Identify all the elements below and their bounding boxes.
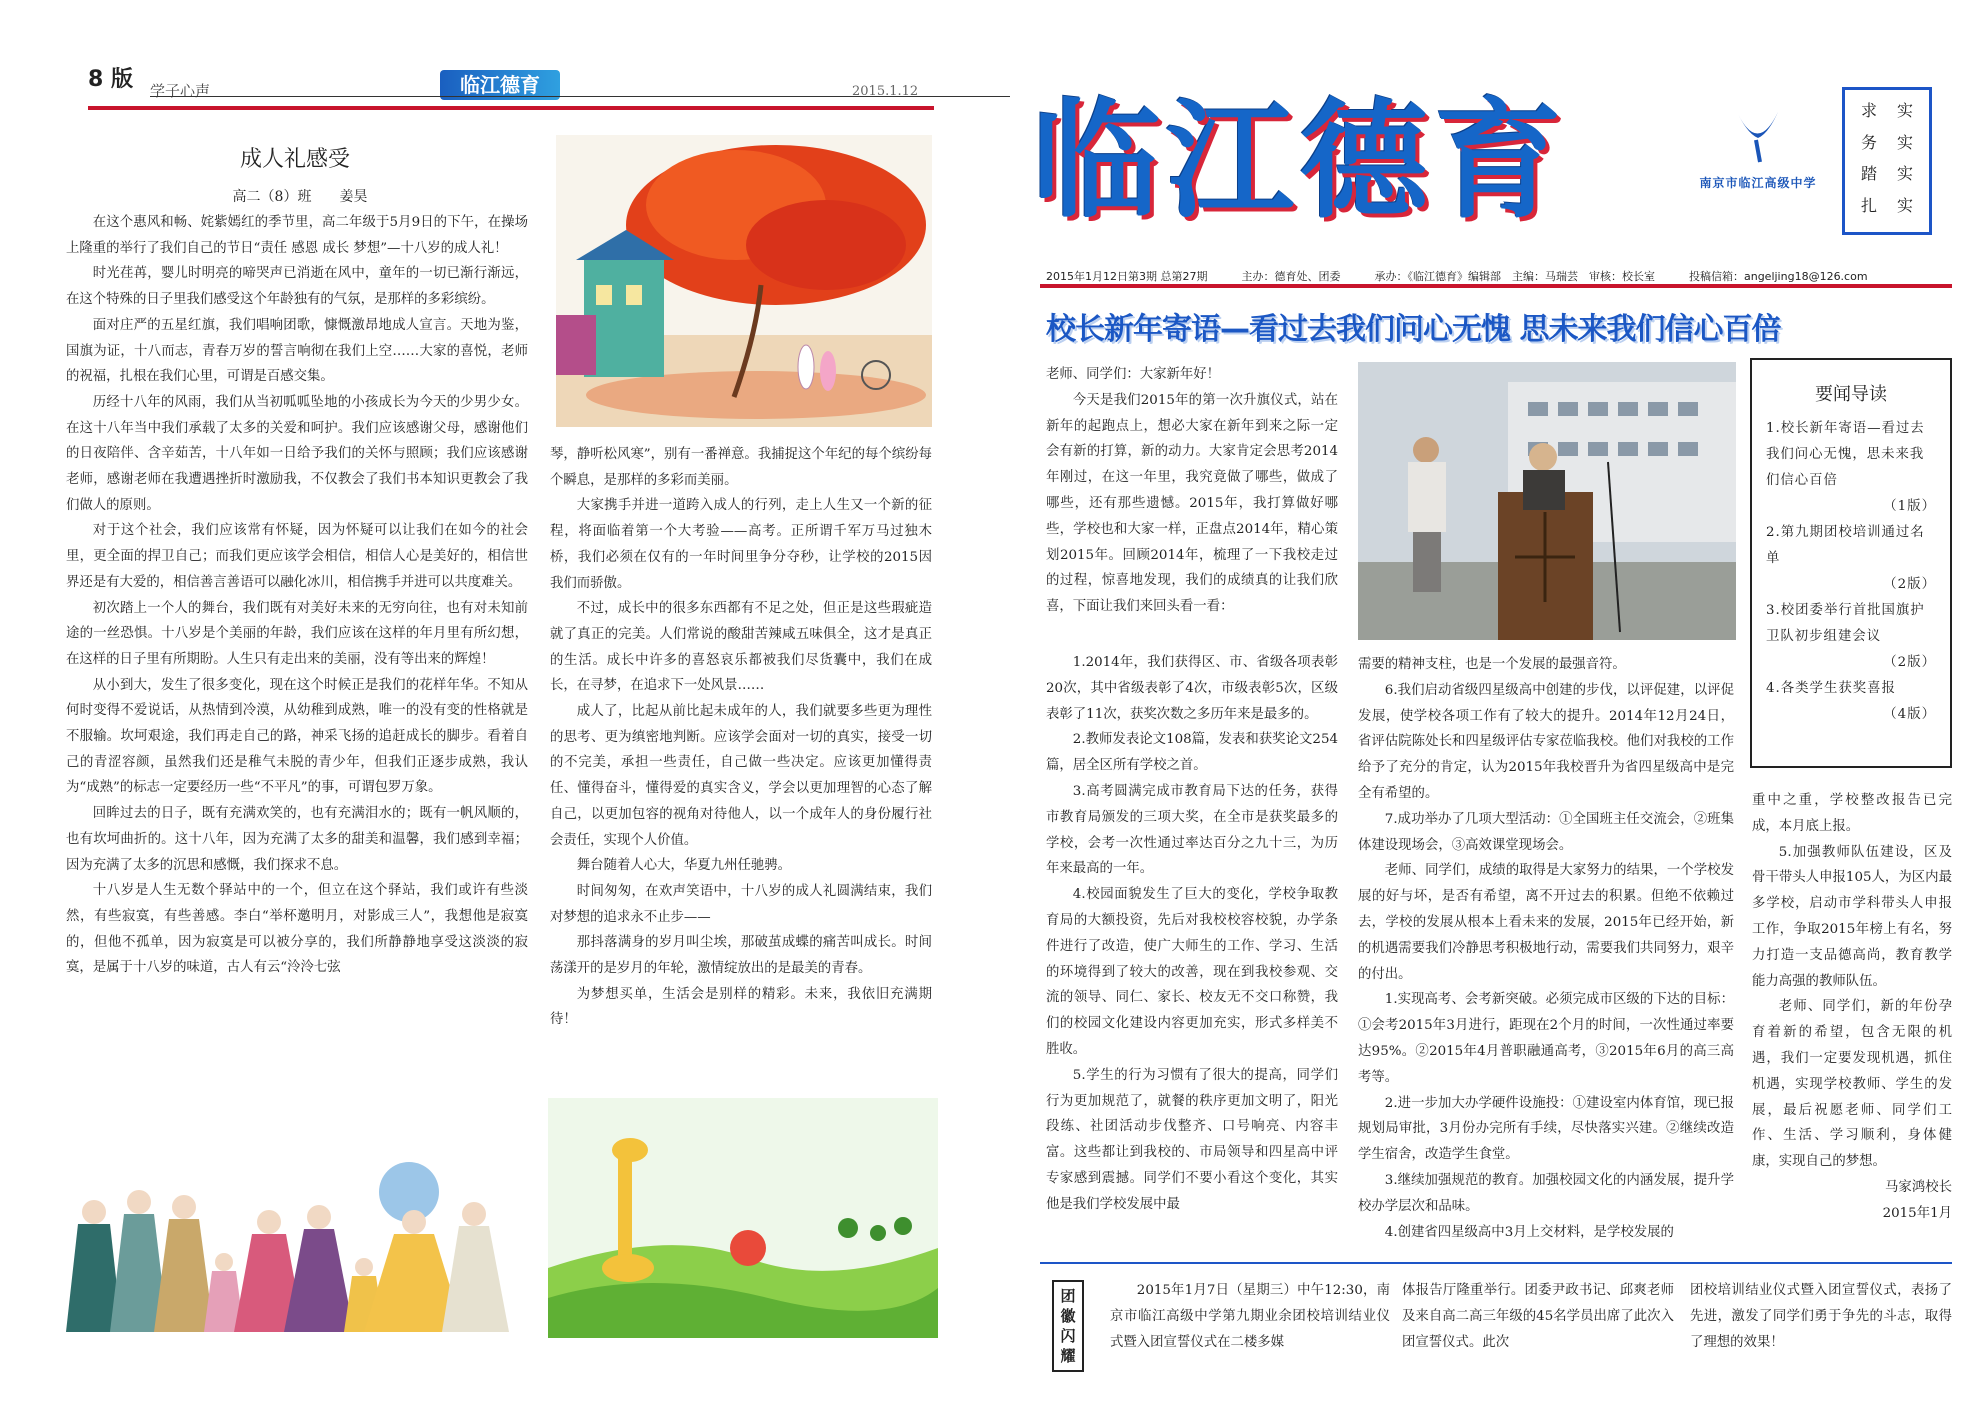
paragraph: 5.加强教师队伍建设，区及骨干带头人申报105人，为区内最多学校，启动市学科带头人申报工作，争取2015年榜上有名，努力打造一支品德高尚，教育教学能力高强的教师队伍。 (1752, 844, 1952, 989)
girls-illustration (64, 1152, 526, 1342)
paragraph: 初次踏上一个人的舞台，我们既有对美好未来的无穷向往，也有对未知前途的一丝恐惧。十八岁是个美丽的年龄，我们应该在这样的年月里有所幻想，在这样的日子里有所期盼。人生只有走出来的美丽，没有等出来的辉煌！ (66, 600, 528, 667)
article-column-1-bottom (1046, 650, 1338, 1218)
paragraph: 老师、同学们：大家新年好！ (1046, 367, 1221, 382)
motto-char: 扎 (1860, 195, 1877, 215)
guide-item-text: 1.校长新年寄语—看过去我们问心无愧，思未来我们信心百倍 (1766, 421, 1925, 488)
guide-item[interactable] (1766, 520, 1936, 598)
paragraph: 大家携手并进一道跨入成人的行列，走上人生又一个新的征程，将面临着第一个大考验——高考。正所谓千军万马过独木桥，我们必须在仅有的一年时间里争分夺秒，让学校的2015因我们而骄傲。 (550, 498, 932, 591)
motto-char: 实 (1896, 195, 1913, 215)
paragraph: 琴，静听松风寒”，别有一番禅意。我捕捉这个年纪的每个缤纷每个瞬息，是那样的多彩而美丽。 (550, 447, 932, 488)
school-name: 南京市临江高级中学 (1699, 176, 1817, 190)
sign-date: 2015年1月 (1882, 1205, 1952, 1221)
youth-league-text-1: 2015年1月7日（星期三）中午12:30，南京市临江高级中学第九期业余团校培训结业仪式暨入团宣誓仪式在二楼多媒 (1110, 1283, 1390, 1350)
news-guide-box (1750, 358, 1952, 768)
paragraph: 2.进一步加大办学硬件设施投：①建设室内体育馆，现已报规划局审批，3月份办完所有手续，尽快落实兴建。②继续改造学生宿舍，改造学生食堂。 (1358, 1095, 1734, 1163)
headline: 校长新年寄语—看过去我们问心无愧 思未来我们信心百倍 (1046, 312, 1781, 347)
article-column-2 (1358, 652, 1734, 1245)
section-divider (1040, 1262, 1952, 1264)
motto-char: 实 (1896, 132, 1913, 152)
paragraph: 不过，成长中的很多东西都有不足之处，但正是这些瑕疵造就了真正的完美。人们常说的酸甜苦辣咸五味俱全，这才是真正的生活。成长中许多的喜怒哀乐都被我们尽货囊中，我们在成长，在寻梦，在追求下一处风景…… (550, 601, 932, 694)
paragraph: 历经十八年的风雨，我们从当初呱呱坠地的小孩成长为今天的少男少女。在这十八年当中我们承载了太多的关爱和呵护。我们应该感谢父母，感谢他们的日夜陪伴、含辛茹苦，十八年如一日给予我们的关怀与照顾；我们应该感谢老师，感谢老师在我遭遇挫折时激励我，不仅教会了我们书本知识更教会了我们做人的原则。 (66, 394, 528, 513)
paragraph: 今天是我们2015年的第一次升旗仪式，站在新年的起跑点上，想必大家在新年到来之际一定会有新的打算，新的动力。大家肯定会思考2014年刚过，在这一年里，我究竟做了哪些，做成了哪些，还有那些遗憾。2015年，我打算做好哪些，学校也和大家一样，正盘点2014年，精心策划2015年。回顾2014年，梳理了一下我校走过的过程，惊喜地发现，我们的成绩真的让我们欣喜，下面让我们来回头看一看： (1046, 392, 1338, 615)
guide-item-page: （4版） (1883, 707, 1936, 722)
guide-item-text: 2.第九期团校培训通过名单 (1766, 525, 1925, 566)
guide-item-page: （1版） (1883, 499, 1936, 514)
masthead-rule (1040, 284, 1952, 288)
essay-title: 成人礼感受 (239, 147, 350, 172)
paragraph: 4.校园面貌发生了巨大的变化，学校争取教育局的大额投资，先后对我校校容校貌，办学条件进行了改造，使广大师生的工作、学习、生活的环境得到了较大的改善，现在到我校参观、交流的领导、同仁、家长、校友无不交口称赞，我们的校园文化建设内容更加充实，形式多样美不胜收。 (1046, 887, 1338, 1057)
issue-info-bar (1046, 268, 1946, 284)
paragraph: 为梦想买单，生活会是别样的精彩。未来，我依旧充满期待！ (550, 986, 932, 1028)
essay-column-2 (550, 442, 932, 1033)
guide-title: 要闻导读 (1815, 384, 1887, 405)
guide-item[interactable] (1766, 416, 1936, 520)
masthead-title: 临江德育 (1032, 86, 1569, 236)
red-tree-illustration (556, 135, 932, 427)
sponsor: 主办：德育处、团委 (1241, 270, 1341, 283)
paragraph: 需要的精神支柱，也是一个发展的最强音符。 (1358, 657, 1626, 672)
section-tag: 团徽闪耀 (1052, 1280, 1084, 1372)
paragraph: 4.创建省四星级高中3月上交材料，是学校发展的 (1384, 1224, 1674, 1240)
youth-league-text-2: 体报告厅隆重举行。团委尹政书记、邱爽老师及来自高二高三年级的45名学员出席了此次入团宣誓仪式。此次 (1402, 1283, 1674, 1350)
youth-league-text-3: 团校培训结业仪式暨入团宣誓仪式，表扬了先进，激发了同学们勇于争先的斗志，取得了理想的效果！ (1690, 1283, 1952, 1350)
header-rule-red (88, 106, 934, 110)
school-emblem-icon (1728, 104, 1788, 164)
motto-char: 务 (1860, 132, 1877, 152)
header-rule (150, 96, 1010, 97)
paragraph: 舞台随着人心大，华夏九州任驰骋。 (576, 858, 792, 874)
essay-column-1 (66, 210, 528, 981)
paragraph: 时间匆匆，在欢声笑语中，十八岁的成人礼圆满结束，我们对梦想的追求永不止步—— (550, 883, 932, 925)
paragraph: 重中之重，学校整改报告已完成，本月底上报。 (1752, 793, 1952, 834)
brand-badge: 临江德育 (440, 70, 560, 100)
paragraph: 3.继续加强规范的教育。加强校园文化的内涵发展，提升学校办学层次和品味。 (1358, 1172, 1734, 1214)
motto-char: 踏 (1860, 164, 1877, 183)
giraffe-illustration (548, 1098, 938, 1338)
essay-byline: 高二（8）班 姜昊 (232, 189, 368, 205)
page-number: 8 版 (88, 67, 133, 92)
paragraph: 老师、同学们，成绩的取得是大家努力的结果，一个学校发展的好与坏，是否有希望，离不开过去的积累。但绝不依赖过去，学校的发展从根本上看未来的发展，2015年已经开始，新的机遇需要我们冷静思考积极地行动，需要我们共同努力，艰辛的付出。 (1358, 863, 1734, 982)
article-column-1-top (1046, 362, 1338, 620)
guide-item-text: 3.校团委举行首批国旗护卫队初步组建会议 (1766, 603, 1925, 644)
signature: 马家鸿校长 (1885, 1179, 1952, 1195)
article-column-3 (1752, 788, 1952, 1227)
guide-item-text: 4.各类学生获奖喜报 (1766, 681, 1896, 696)
paragraph: 成人了，比起从前比起未成年的人，我们就要多些更为理性的思考、更为缜密地判断。应该学会面对一切的真实，接受一切的不完美，承担一些责任，自己做一些决定。应该更加懂得责任、懂得奋斗，懂得爱的真实含义，学会以更加理智的心态了解自己，以更加包容的视角对待他人，以一个成年人的身份履行社会责任，实现个人价值。 (550, 704, 932, 848)
paragraph: 2.教师发表论文108篇，发表和获奖论文254篇，居全区所有学校之首。 (1046, 732, 1338, 774)
paragraph: 时光荏苒，婴儿时明亮的啼哭声已消逝在风中，童年的一切已渐行渐远，在这个特殊的日子里我们感受这个年龄独有的气氛，是那样的多彩缤纷。 (66, 266, 528, 308)
motto-char: 实 (1896, 101, 1913, 120)
paragraph: 6.我们启动省级四星级高中创建的步伐，以评促建，以评促发展，使学校各项工作有了较大的提升。2014年12月24日，省评估院陈处长和四星级评估专家莅临我校。他们对我校的工作给予了充分的肯定，认为2015年我校晋升为省四星级高中是完全有希望的。 (1358, 682, 1734, 801)
paragraph: 从小到大，发生了很多变化，现在这个时候正是我们的花样年华。不知从何时变得不爱说话，从热情到冷漠，从幼稚到成熟，唯一的没有变的性格就是不服输。坎坷艰途，我们再走自己的路，神采飞扬的追赶成长的脚步。看着自己的青涩容颜，虽然我们还是稚气未脱的青少年，但我们正逐步成熟，我认为“成熟”的标志一定要经历一些“不平凡”的事，可谓包罗万象。 (66, 677, 528, 796)
column-name: 学子心声 (150, 82, 211, 100)
paragraph: 1.实现高考、会考新突破。必须完成市区级的下达的目标：①会考2015年3月进行，距现在2个月的时间，一次性通过率要达95%。②2015年4月普职融通高考，③2015年6月的高三高考等。 (1358, 992, 1734, 1085)
paragraph: 老师、同学们，新的年份孕育着新的希望，包含无限的机遇，我们一定要发现机遇，抓住机遇，实现学校教师、学生的发展，最后祝愿老师、同学们工作、生活、学习顺利，身体健康，实现自己的梦想。 (1752, 999, 1952, 1170)
paragraph: 7.成功举办了几项大型活动：①全国班主任交流会，②班集体建设现场会，③高效课堂现场会。 (1358, 811, 1734, 853)
paragraph: 3.高考圆满完成市教育局下达的任务，获得市教育局颁发的三项大奖，在全市是获奖最多的学校，会考一次性通过率达百分之九十三，为历年来最高的一年。 (1046, 783, 1338, 877)
paragraph: 那抖落满身的岁月叫尘埃，那破茧成蝶的痛苦叫成长。时间荡漾开的是岁月的年轮，激情绽放出的是最美的青春。 (550, 935, 932, 977)
paragraph: 面对庄严的五星红旗，我们唱响团歌，慷慨激昂地成人宣言。天地为鉴，国旗为证，十八而志，青春万岁的誓言响彻在我们上空……大家的喜悦，老师的祝福，扎根在我们心里，可谓是百感交集。 (66, 317, 528, 385)
motto-char: 求 (1860, 101, 1877, 120)
paragraph: 1.2014年，我们获得区、市、省级各项表彰20次，其中省级表彰了4次，市级表彰5次，区级表彰了11次，获奖次数之多历年来是最多的。 (1046, 655, 1338, 722)
issue-number: 2015年1月12日第3期 总第27期 (1046, 270, 1208, 283)
school-logo (1665, 104, 1851, 224)
flag-ceremony-photo (1358, 362, 1736, 640)
guide-item[interactable] (1766, 598, 1936, 676)
motto-box (1842, 87, 1932, 235)
issue-date: 2015.1.12 (852, 84, 919, 99)
paragraph: 回眸过去的日子，既有充满欢笑的，也有充满泪水的；既有一帆风顺的，也有坎坷曲折的。这十八年，因为充满了太多的甜美和温馨，我们感到幸福；因为充满了太多的沉思和感慨，我们探求不息。 (66, 806, 528, 873)
paragraph: 十八岁是人生无数个驿站中的一个，但立在这个驿站，我们或许有些淡然，有些寂寞，有些善感。李白“举杯邀明月，对影成三人”，我想他是寂寞的，但他不孤单，因为寂寞是可以被分享的，我们所静静地享受这淡淡的寂寞，是属于十八岁的味道，古人有云“泠泠七弦 (66, 883, 528, 976)
motto-char: 实 (1896, 164, 1913, 183)
paragraph: 在这个惠风和畅、姹紫嫣红的季节里，高二年级于5月9日的下午，在操场上隆重的举行了我们自己的节日“责任 感恩 成长 梦想”—十八岁的成人礼！ (66, 215, 528, 256)
submission-email: 投稿信箱：angeljing18@126.com (1688, 270, 1868, 283)
guide-item-page: （2版） (1883, 577, 1936, 592)
guide-item-page: （2版） (1883, 655, 1936, 670)
editorial: 承办：《临江德育》编辑部 主编：马瑞芸 审核：校长室 (1374, 270, 1655, 283)
guide-item[interactable] (1766, 676, 1936, 728)
paragraph: 5.学生的行为习惯有了很大的提高，同学们行为更加规范了，就餐的秩序更加文明了，阳光段练、社团活动步伐整齐、口号响亮、内容丰富。这些都让到我校的、市局领导和四星高中评专家感到震撼。同学们不要小看这个变化，其实他是我们学校发展中最 (1046, 1067, 1338, 1212)
paragraph: 对于这个社会，我们应该常有怀疑，因为怀疑可以让我们在如今的社会里，更全面的捍卫自己；而我们更应该学会相信，相信人心是美好的，相信世界还是有大爱的，相信善言善语可以融化冰川，相信携手并进可以共度难关。 (66, 523, 528, 590)
